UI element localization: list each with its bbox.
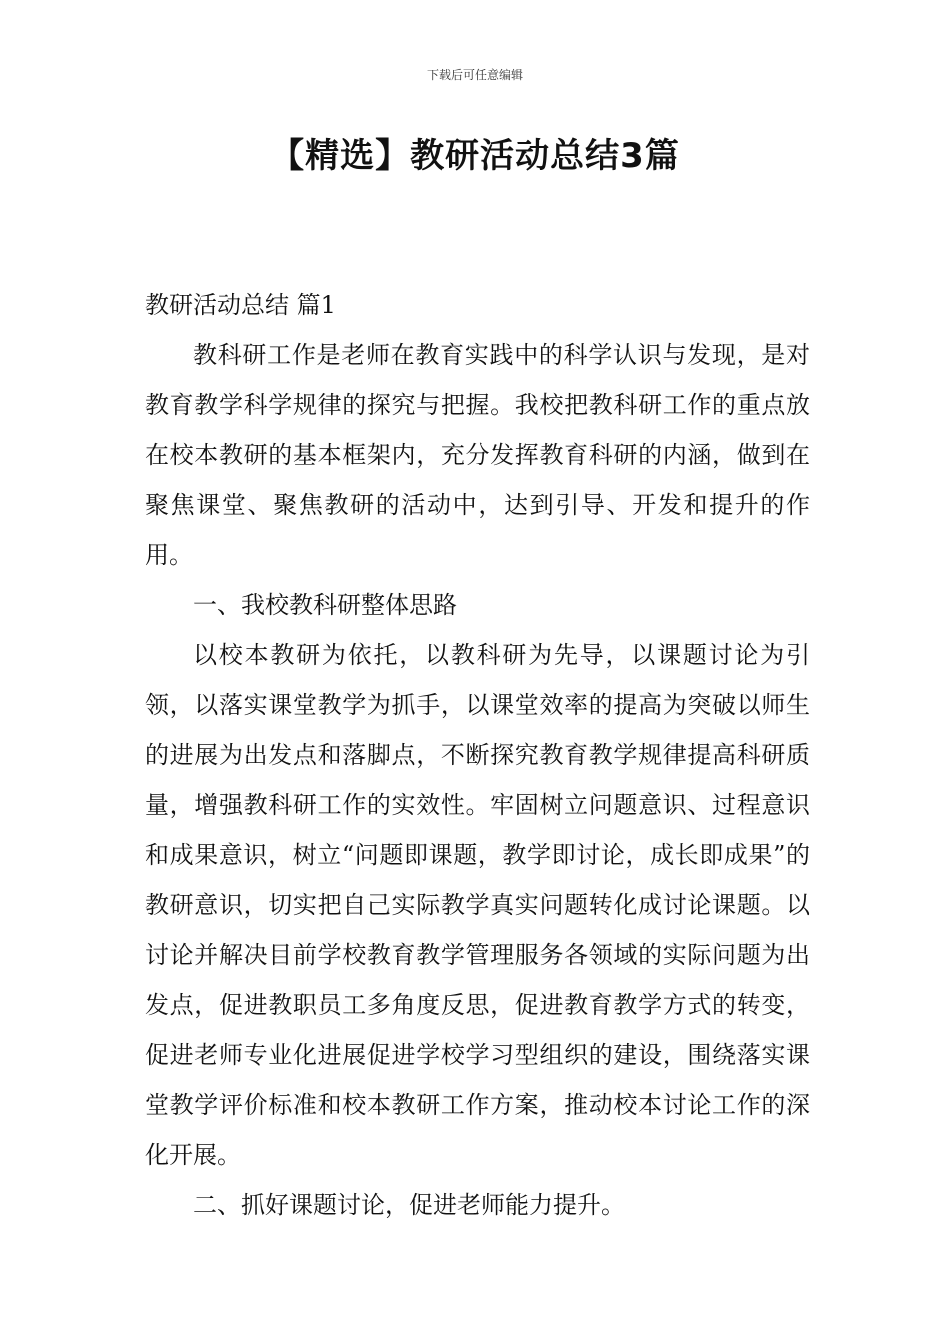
- section-heading: 教研活动总结 篇1: [145, 291, 336, 319]
- document-title: 【精选】教研活动总结3篇: [270, 136, 680, 176]
- subheading-research-projects: 二、抓好课题讨论，促进老师能力提升。: [193, 1191, 625, 1219]
- paragraph-approach: 以校本教研为依托，以教科研为先导，以课题讨论为引领，以落实课堂教学为抓手，以课堂效率的提高为突破以师生的进展为出发点和落脚点，不断探究教育教学规律提高科研质量，增强教科研工作的实效性。牢固树立问题意识、过程意识和成果意识，树立“问题即课题，教学即讨论，成长即成果”的教研意识，切实把自己实际教学真实问题转化成讨论课题。以讨论并解决目前学校教育教学管理服务各领域的实际问题为出发点，促进教职员工多角度反思，促进教育教学方式的转变，促进老师专业化进展促进学校学习型组织的建设，围绕落实课堂教学评价标准和校本教研工作方案，推动校本讨论工作的深化开展。: [145, 641, 810, 1169]
- paragraph-intro: 教科研工作是老师在教育实践中的科学认识与发现，是对教育教学科学规律的探究与把握。我校把教科研工作的重点放在校本教研的基本框架内，充分发挥教育科研的内涵，做到在聚焦课堂、聚焦教研的活动中，达到引导、开发和提升的作用。: [145, 341, 810, 569]
- subheading-overall-approach: 一、我校教科研整体思路: [193, 591, 457, 619]
- document-body: [145, 280, 810, 1230]
- header-note: 下载后可任意编辑: [426, 68, 523, 82]
